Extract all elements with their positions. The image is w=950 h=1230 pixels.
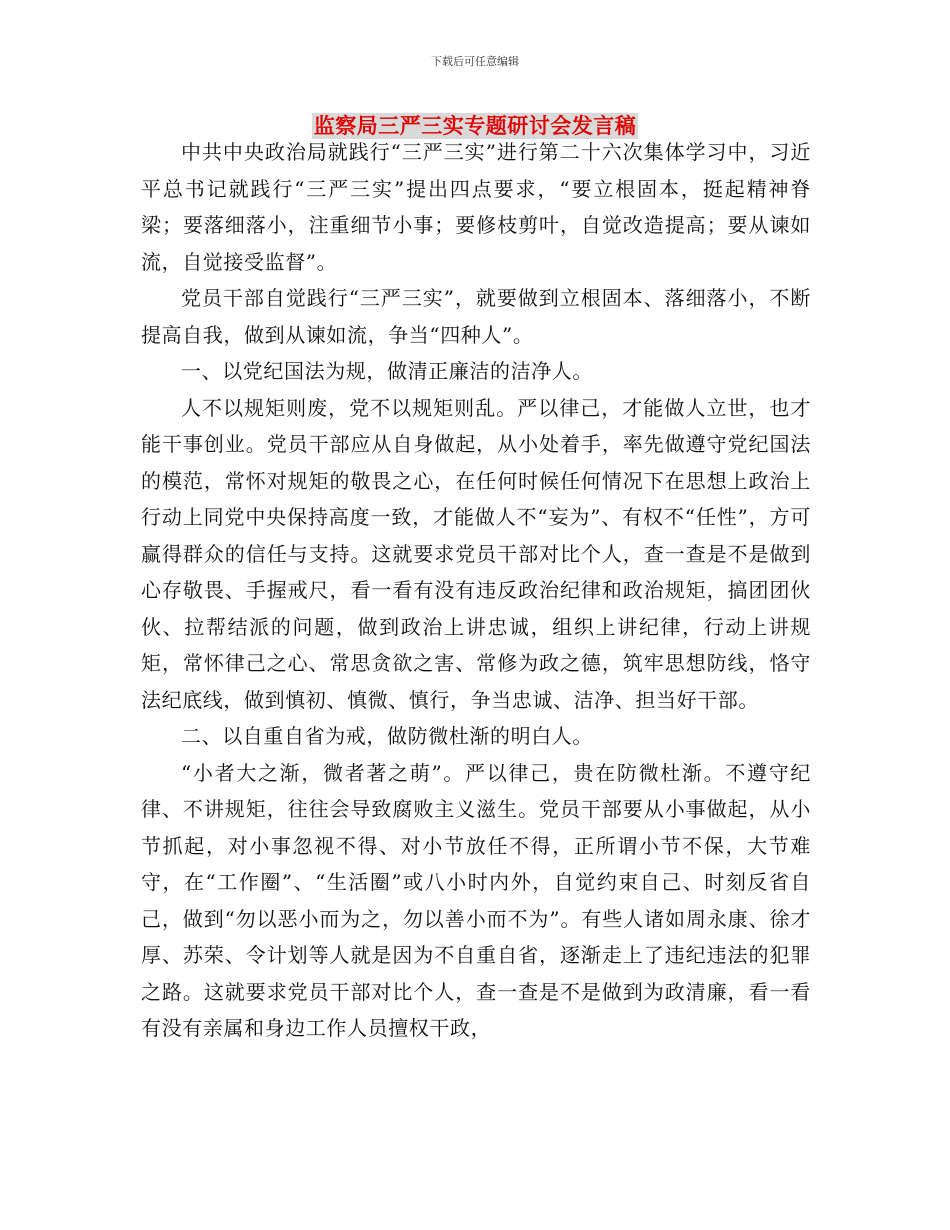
paragraph-1: 中共中央政治局就践行“三严三实”进行第二十六次集体学习中，习近平总书记就践行“三严三实”提出四点要求，“要立根固本，挺起精神脊梁；要落细落小，注重细节小事；要修枝剪叶，自觉改造提高；要从谏如流，自觉接受监督”。 bbox=[141, 140, 811, 274]
document-body bbox=[141, 134, 811, 1047]
paragraph-4: “小者大之渐，微者著之萌”。严以律己，贵在防微杜渐。不遵守纪律、不讲规矩，往往会导致腐败主义滋生。党员干部要从小事做起，从小节抓起，对小事忽视不得、对小节放任不得，正所谓小节不保，大节难守，在“工作圈”、“生活圈”或八小时内外，自觉约束自己、时刻反省自己，做到“勿以恶小而为之，勿以善小而不为”。有些人诸如周永康、徐才厚、苏荣、令计划等人就是因为不自重自省，逐渐走上了违纪违法的犯罪之路。这就要求党员干部对比个人，查一查是不是做到为政清廉，看一看有没有亲属和身边工作人员擅权干政， bbox=[141, 760, 811, 1040]
document-title: 监察局三严三实专题研讨会发言稿 bbox=[313, 113, 637, 138]
section-heading-1: 一、以党纪国法为规，做清正廉洁的洁净人。 bbox=[181, 359, 593, 383]
paragraph-2: 党员干部自觉践行“三严三实”，就要做到立根固本、落细落小，不断提高自我，做到从谏如流，争当“四种人”。 bbox=[141, 286, 811, 347]
paragraph-3: 人不以规矩则废，党不以规矩则乱。严以律己，才能做人立世，也才能干事创业。党员干部应从自身做起，从小处着手，率先做遵守党纪国法的模范，常怀对规矩的敬畏之心，在任何时候任何情况下在思想上政治上行动上同党中央保持高度一致，才能做人不“妄为”、有权不“任性”，方可赢得群众的信任与支持。这就要求党员干部对比个人，查一查是不是做到心存敬畏、手握戒尺，看一看有没有违反政治纪律和政治规矩，搞团团伙伙、拉帮结派的问题，做到政治上讲忠诚，组织上讲纪律，行动上讲规矩，常怀律己之心、常思贪欲之害、常修为政之德，筑牢思想防线，恪守法纪底线，做到慎初、慎微、慎行，争当忠诚、洁净、担当好干部。 bbox=[141, 395, 811, 712]
header-note: 下载后可任意编辑 bbox=[431, 55, 519, 68]
section-heading-2: 二、以自重自省为戒，做防微杜渐的明白人。 bbox=[181, 724, 593, 748]
